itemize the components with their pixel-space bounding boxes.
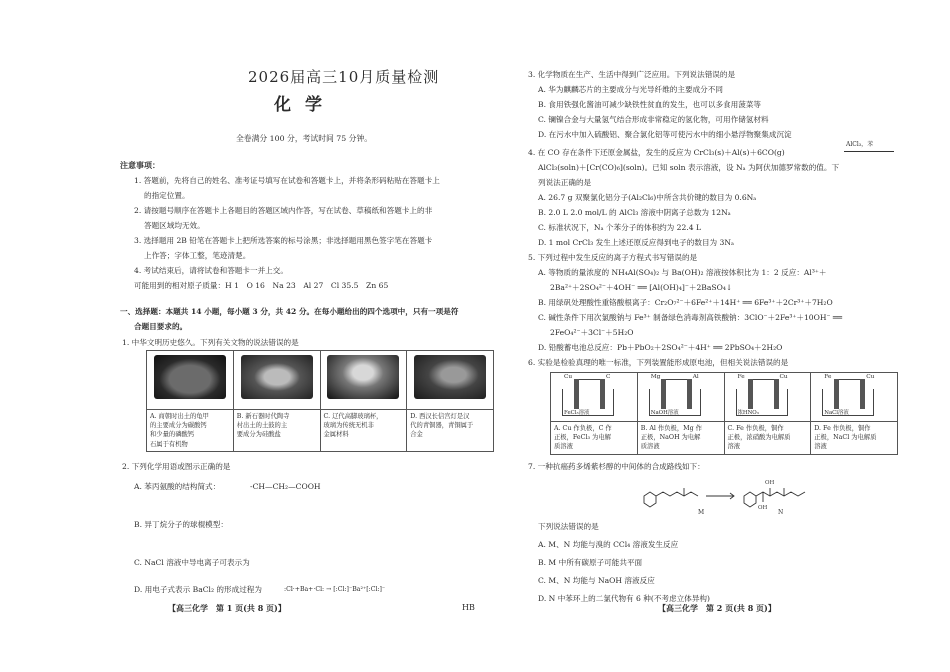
cell-diagram [551, 373, 638, 422]
electrode-right-label: C [606, 374, 611, 380]
synthesis-scheme [638, 474, 838, 516]
question-1: 1. 中华文明历史悠久。下列有关文物的说法错误的是 [122, 338, 299, 347]
notice-line: 答题区域均无效。 [144, 221, 205, 230]
solution-label: 浓HNO₃ [737, 410, 759, 416]
option-text: C. Fe 作负极，铜作 [727, 425, 784, 432]
q7-option: D. N 中苯环上的二氯代物有 6 种(不考虑立体异构) [538, 594, 710, 603]
beaker-diagram [814, 375, 894, 419]
q4-option: C. 标准状况下，Nₐ 个苯分子的体积约为 22.4 L [538, 223, 702, 232]
option-cell [320, 410, 407, 452]
q5-line: C. 碱性条件下用次氯酸钠与 Fe³⁺ 制备绿色消毒剂高铁酸钠：3ClO⁻＋2Fe³⁺＋10OH⁻ ══ [538, 313, 843, 322]
beaker-diagram [554, 375, 634, 419]
q4-line: AlCl₃(soln)＋[Cr(CO)₆](soln)。已知 soln 表示溶液，设 Nₐ 为阿伏加德罗常数的值。下 [538, 163, 840, 172]
option-text: 正极，浓硝酸为电解质 [727, 434, 791, 442]
electrode-left-label: Fe [737, 374, 745, 380]
notice-line: 2. 请按题号顺序在答题卡上各题目的答题区域内作答，写在试卷、草稿纸和答题卡上的非 [134, 206, 433, 215]
label-oh-top: OH [765, 480, 775, 486]
option-cell [407, 410, 494, 452]
option-cell [551, 422, 638, 455]
q2-option-c: C. NaCl 溶液中导电离子可表示为 [134, 558, 250, 567]
option-text: D. 西汉长信宫灯是汉 [410, 413, 470, 420]
section-heading: 一、选择题：本题共 14 小题，每小题 3 分，共 42 分。在每小题给出的四个选项中，只有一项是符 [120, 307, 459, 316]
solution-label: NaOH溶液 [650, 410, 679, 416]
label-n: N [778, 509, 784, 516]
q4-option: A. 26.7 g 双聚氯化铝分子(Al₂Cl₆)中所含共价键的数目为 0.6Nₐ [538, 193, 757, 202]
q7-stem: 下列说法错误的是 [538, 522, 599, 531]
q3-option: A. 华为麒麟芯片的主要成分与光导纤维的主要成分不同 [538, 85, 723, 94]
bronze-lamp-image [414, 355, 486, 399]
q7-option: A. M、N 均能与溴的 CCl₄ 溶液发生反应 [538, 540, 679, 549]
q3-option: D. 在污水中加入硫酸铝、聚合氯化铝等可使污水中的细小悬浮物聚集成沉淀 [538, 130, 792, 139]
artifact-image-cell [407, 351, 494, 410]
q7-option: C. M、N 均能与 NaOH 溶液反应 [538, 576, 655, 585]
option-text: 石属于有机物 [150, 440, 188, 448]
option-text: 和少量的磷酸钙 [150, 431, 195, 439]
artifact-image-cell [147, 351, 234, 410]
electrode-left-label: Fe [824, 374, 832, 380]
question-2: 2. 下列化学用语或图示正确的是 [122, 462, 231, 471]
notice-line: 3. 选择题用 2B 铅笔在答题卡上把所选答案的标号涂黑；非选择题用黑色签字笔在答题卡 [134, 236, 433, 245]
option-text: 质溶液 [554, 443, 573, 451]
notice-line: 的指定位置。 [144, 191, 190, 200]
q4-option: B. 2.0 L 2.0 mol/L 的 AlCl₃ 溶液中阴离子总数为 12Nₐ [538, 208, 731, 217]
q3-option: C. 镧镍合金与大量氢气结合形成非常稳定的氢化物，可用作储氢材料 [538, 115, 769, 124]
q5-line: 2Ba²⁺＋2SO₄²⁻＋4OH⁻ ══ [Al(OH)₄]⁻＋2BaSO₄↓ [550, 283, 733, 292]
electrode-left-label: Cu [564, 374, 573, 380]
option-cell [724, 422, 811, 455]
notice-line: 4. 考试结束后，请将试卷和答题卡一并上交。 [134, 266, 288, 275]
option-text: C. 辽代高脚玻璃杯， [323, 413, 383, 420]
option-text: 质溶液 [640, 443, 660, 451]
notice-line: 上作答；字体工整，笔迹清楚。 [144, 251, 251, 260]
section-heading-cont: 合题目要求的。 [134, 322, 188, 331]
option-text: A. Cu 作负极，C 作 [554, 425, 612, 432]
question-7: 7. 一种抗癌药多烯紫杉醇的中间体的合成路线如下： [528, 462, 705, 471]
cell-diagram [724, 373, 811, 422]
option-text: 正极，FeCl₃ 为电解 [554, 434, 611, 442]
option-text: B. 新石器时代陶寺 [236, 413, 290, 420]
label-oh-bottom: OH [758, 505, 768, 511]
q5-line: 2FeO₄²⁻＋3Cl⁻＋5H₂O [550, 328, 634, 337]
option-text: 合金 [410, 431, 423, 439]
option-text: 的主要成分为碳酸钙 [150, 422, 207, 430]
chain-m [656, 492, 698, 496]
option-text: 玻璃为传统无机非 [323, 422, 374, 430]
solution-label: FeCl₃溶液 [564, 410, 590, 416]
option-cell [147, 410, 234, 452]
reaction-arrow [844, 151, 894, 152]
question-6: 6. 实验是检验真理的唯一标准，下列装置能形成原电池，但相关说法错误的是 [528, 358, 789, 367]
option-text: 溶液 [727, 443, 741, 451]
benzene-ring-m [644, 492, 656, 507]
exam-info: 全卷满分 100 分，考试时间 75 分钟。 [236, 134, 373, 143]
option-cell [233, 410, 320, 452]
artifact-table [146, 350, 494, 452]
notice-line: 1. 答题前，先将自己的姓名、准考证号填写在试卷和答题卡上，并将条形码粘贴在答题卡上 [134, 176, 440, 185]
subject-title: 化学 [274, 95, 336, 115]
question-4: 4. 在 CO 存在条件下还原金属盐，发生的反应为 CrCl₃(s)＋Al(s)＋6CO(g) [528, 148, 785, 157]
page-footer: 【高三化学 第 1 页(共 8 页)】 [168, 603, 286, 613]
exam-title: 2026届高三10月质量检测 [248, 68, 440, 86]
q2-option-b: B. 异丁烷分子的球棍模型： [134, 520, 228, 529]
q4-option: D. 1 mol CrCl₃ 发生上述还原反应得到电子的数目为 3Nₐ [538, 238, 734, 247]
q2-formula-d: :Cl·+Ba+·Cl: → [:Cl:]⁻Ba²⁺[:Cl:]⁻ [284, 586, 386, 593]
atomic-mass-line: 可能用到的相对原子质量：H 1 O 16 Na 23 Al 27 Cl 35.5 Zn 65 [134, 281, 389, 290]
electrode-right-label: Al [692, 374, 699, 380]
q4-line: 列说法正确的是 [538, 178, 592, 187]
wire [835, 379, 863, 380]
wire [749, 379, 777, 380]
electrode-right-label: Cu [866, 374, 875, 380]
option-cell [811, 422, 898, 455]
q3-option: B. 食用铁强化酱油可减少缺铁性贫血的发生，也可以多食用菠菜等 [538, 100, 762, 109]
glass-cup-image [327, 355, 399, 399]
q5-line: D. 铅酸蓄电池总反应：Pb＋PbO₂＋2SO₄²⁻＋4H⁺ ══ 2PbSO₄＋2H₂O [538, 343, 783, 352]
electrode-left-label: Mg [650, 374, 661, 380]
label-m: M [698, 509, 705, 516]
page-footer: 【高三化学 第 2 页(共 8 页)】 [658, 603, 776, 613]
drum-image [241, 355, 313, 399]
wire [575, 379, 603, 380]
footer-mark: HB [462, 603, 475, 612]
solution-label: NaCl溶液 [824, 410, 849, 416]
question-5: 5. 下列过程中发生反应的离子方程式书写错误的是 [528, 253, 698, 262]
q2-option-d: D. 用电子式表示 BaCl₂ 的形成过程为 [134, 585, 262, 594]
option-text: 村出土的土鼓的主 [236, 422, 288, 430]
artifact-image-cell [233, 351, 320, 410]
option-text: 金属材料 [323, 431, 349, 439]
option-text: 正极，NaOH 为电解 [640, 434, 701, 442]
option-text: 代的青铜器，青铜属于 [410, 422, 474, 430]
turtle-shell-image [154, 355, 226, 399]
cell-diagram [637, 373, 724, 422]
cell-diagram [811, 373, 898, 422]
question-3: 3. 化学物质在生产、生活中得到广泛应用。下列说法错误的是 [528, 70, 736, 79]
option-text: A. 商朝时出土的龟甲 [150, 413, 209, 420]
option-text: 正极，NaCl 为电解质 [814, 434, 877, 442]
beaker-diagram [641, 375, 721, 419]
option-text: 要成分为硅酸盐 [236, 431, 281, 439]
artifact-image-cell [320, 351, 407, 410]
beaker-diagram [728, 375, 808, 419]
option-text: B. Al 作负极，Mg 作 [640, 425, 702, 432]
benzene-ring-n [744, 492, 756, 507]
q5-line: B. 用绿矾处理酸性重铬酸根离子：Cr₂O₇²⁻＋6Fe²⁺＋14H⁺ ══ 6Fe³⁺＋2Cr³⁺＋7H₂O [538, 298, 833, 307]
option-cell [637, 422, 724, 455]
option-text: 溶液 [814, 443, 827, 451]
electrode-right-label: Cu [779, 374, 788, 380]
q7-option: B. M 中所有碳原子可能共平面 [538, 558, 643, 567]
q4-arrow-label: AlCl₃，苯 [846, 141, 874, 148]
q5-line: A. 等物质的量浓度的 NH₄Al(SO₄)₂ 与 Ba(OH)₂ 溶液按体积比为 1：2 反应：Al³⁺＋ [538, 268, 827, 277]
q2-option-a: A. 苯丙氨酸的结构简式： [134, 482, 221, 491]
wire [662, 379, 690, 380]
notice-title: 注意事项： [120, 160, 160, 170]
galvanic-cell-table [550, 372, 898, 455]
option-text: D. Fe 作负极，铜作 [814, 425, 871, 432]
q2-formula-a: -CH—CH₂—COOH [250, 482, 321, 491]
